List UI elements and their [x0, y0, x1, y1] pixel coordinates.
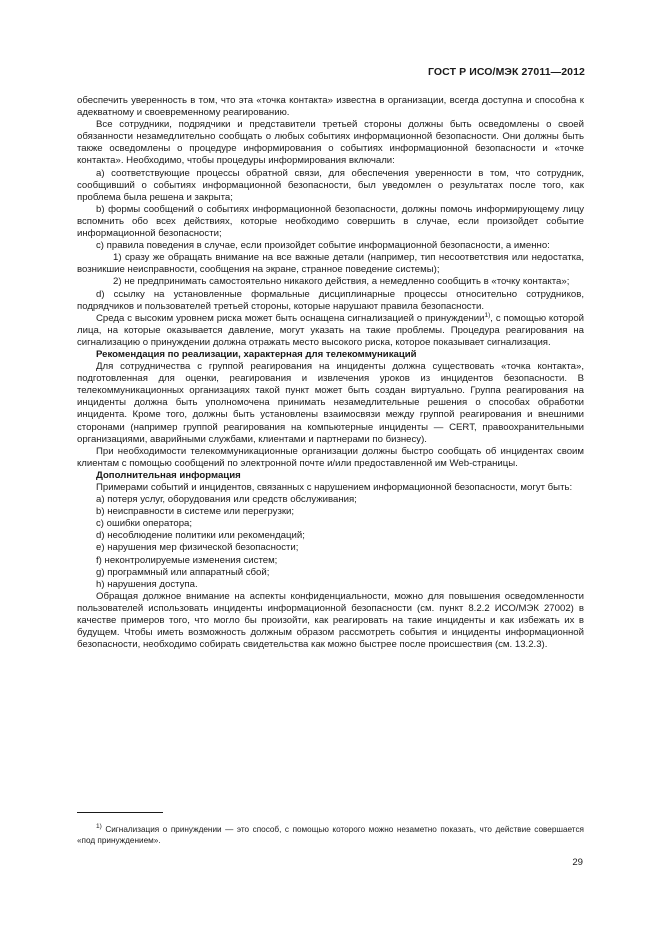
paragraph: Для сотрудничества с группой реагирования на инциденты должна существовать «точка контакта», подготовленная для оценки, реагирования и извлечения уроков из инцидентов безопасности. В телекоммуникационных организациях такой пункт может быть создан виртуально. Группа реагирования на инциденты должна быть уполномочена принимать незамедлительные решения о способах обработки инцидента. Кроме того, должны быть установлены взаимосвязи между группой реагирования и внешними сторонами (например группой реагирования на компьютерные инциденты — CERT, правоохранительными организациями, аварийными службами, клиентами и партнерами по бизнесу). — [77, 361, 584, 445]
footnote-text — [77, 824, 584, 846]
list-item: c) ошибки оператора; — [96, 518, 193, 530]
paragraph: Примерами событий и инцидентов, связанных с нарушением информационной безопасности, могут быть: — [96, 482, 573, 493]
footnote — [77, 816, 584, 854]
paragraph: При необходимости телекоммуникационные организации должны быстро сообщать об инцидентах своим клиентам с помощью сообщений по электронной почте и/или предоставленной им Web-страницы. — [77, 445, 584, 469]
footnote-mark: 1) — [96, 823, 102, 831]
paragraph-text: Среда с высоким уровнем риска может быть оснащена сигнализацией о принуждении — [96, 312, 485, 324]
list-item: e) нарушения мер физической безопасности; — [96, 542, 299, 554]
sub-list-item: 1) сразу же обращать внимание на все важные детали (например, тип несоответствия или недостатка, возникшие неисправности, сообщения на экране, странное поведение системы); — [77, 252, 584, 276]
footnote-body: Сигнализация о принуждении — это способ, с помощью которого можно незаметно показать, что действие совершается «под принуждением». — [77, 825, 584, 846]
section-heading: Дополнительная информация — [96, 469, 241, 481]
list-item: a) соответствующие процессы обратной связи, для обеспечения уверенности в том, что сотрудник, сообщивший о событиях информационной безопасности, был уведомлен о результатах после того, как проблема была решена и закрыта; — [77, 167, 584, 203]
footnote-reference[interactable]: 1) — [484, 311, 491, 319]
sub-list-item: 2) не предпринимать самостоятельно никакого действия, а немедленно сообщить в «точку контакта»; — [113, 276, 570, 288]
document-body — [77, 95, 584, 651]
list-item: h) нарушения доступа. — [96, 578, 198, 590]
list-item: d) несоблюдение политики или рекомендаций; — [96, 530, 305, 542]
list-item: b) формы сообщений о событиях информационной безопасности, должны помочь информирующему лицу вспомнить обо всех действиях, которые необходимо совершить в случае, если произойдет событие информационной безопасности; — [77, 203, 584, 240]
paragraph-duress — [77, 313, 584, 349]
paragraph: Обращая должное внимание на аспекты конфиденциальности, можно для повышения осведомленности пользователей использовать инциденты информационной безопасности (см. пункт 8.2.2 ИСО/МЭК 27002) в качестве примеров того, что могло бы произойти, как реагировать на такие инциденты и как избежать их в будущем. Чтобы иметь возможность должным образом рассмотреть события и инциденты информационной безопасности, необходимо собирать свидетельства как можно быстрее после происшествия (см. 13.2.3). — [77, 590, 584, 651]
footnote-divider — [77, 812, 163, 813]
section-heading: Рекомендация по реализации, характерная для телекоммуникаций — [96, 348, 417, 360]
list-item: g) программный или аппаратный сбой; — [96, 566, 270, 578]
paragraph: Все сотрудники, подрядчики и представители третьей стороны должны быть осведомлены о своей обязанности незамедлительно сообщать о любых событиях информационной безопасности. Они должны быть также осведомлены о процедуре информирования о событиях информационной безопасности и «точке контакта». Необходимо, чтобы процедуры информирования включали: — [77, 119, 584, 167]
list-item: d) ссылку на установленные формальные дисциплинарные процессы относительно сотрудников, подрядчиков и пользователей третьей стороны, которые нарушают правила безопасности. — [77, 288, 584, 312]
list-item: a) потеря услуг, оборудования или средств обслуживания; — [96, 494, 357, 506]
list-item: b) неисправности в системе или перегрузки; — [96, 506, 295, 518]
list-item: c) правила поведения в случае, если произойдет событие информационной безопасности, а именно: — [96, 240, 550, 252]
page-number: 29 — [572, 857, 583, 868]
paragraph: обеспечить уверенность в том, что эта «точка контакта» известна в организации, всегда доступна и способна к адекватному и своевременному реагированию. — [77, 95, 584, 119]
paragraph-text: , с помощью которой лица, на которые оказывается давление, могут указать на такие проблемы. Процедура реагирования на сигнализацию о принуждении должна отражать место высокого риска, которое показывает сигнализация. — [77, 312, 585, 348]
document-header: ГОСТ Р ИСО/МЭК 27011—2012 — [427, 66, 585, 78]
list-item: f) неконтролируемые изменения систем; — [96, 554, 278, 566]
